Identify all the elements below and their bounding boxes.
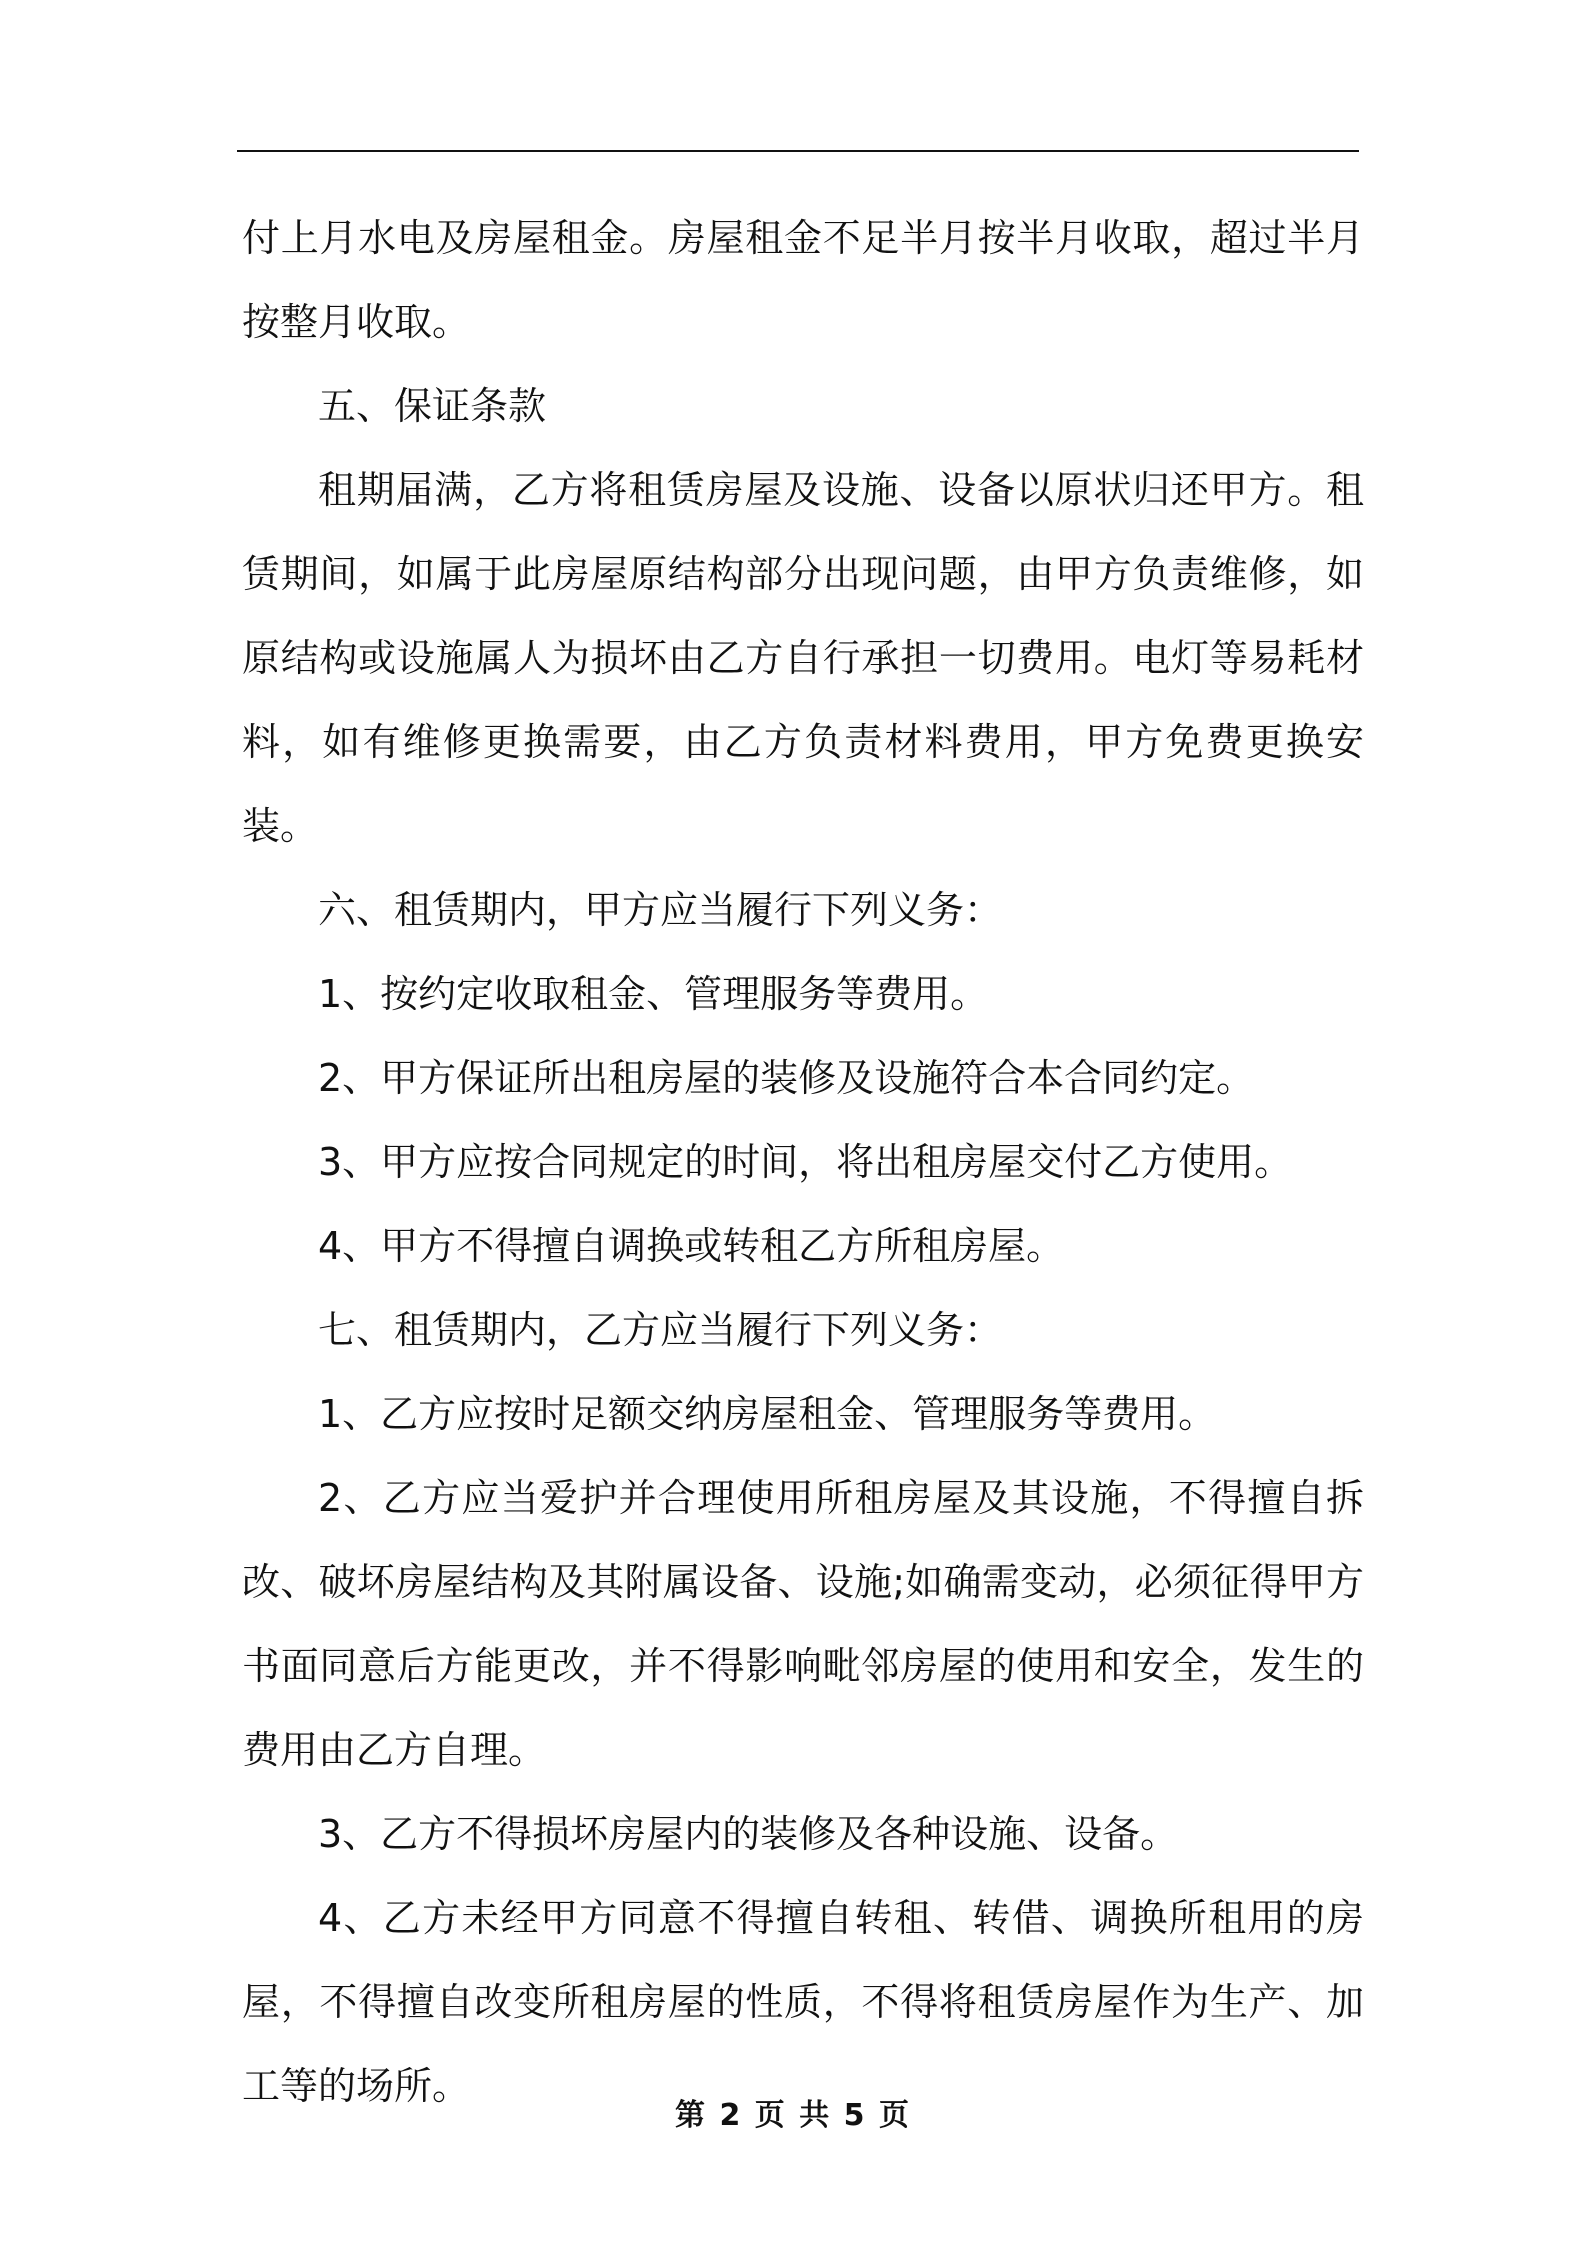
header-divider xyxy=(237,150,1359,152)
tenant-duty-item: 1、乙方应按时足额交纳房屋租金、管理服务等费用。 xyxy=(318,1392,1217,1436)
paragraph-continued-rent: 付上月水电及房屋租金。房屋租金不足半月按半月收取，超过半月按整月收取。 xyxy=(242,216,1364,344)
page-number-footer: 第 2 页 共 5 页 xyxy=(675,2098,911,2133)
landlord-duty-item: 3、甲方应按合同规定的时间，将出租房屋交付乙方使用。 xyxy=(318,1140,1293,1184)
landlord-duty-item: 2、甲方保证所出租房屋的装修及设施符合本合同约定。 xyxy=(318,1056,1255,1100)
tenant-duty-item: 2、乙方应当爱护并合理使用所租房屋及其设施，不得擅自拆改、破坏房屋结构及其附属设备、设施;如确需变动，必须征得甲方书面同意后方能更改，并不得影响毗邻房屋的使用和安全，发生的费用由乙方自理。 xyxy=(242,1476,1364,1772)
tenant-duty-item: 3、乙方不得损坏房屋内的装修及各种设施、设备。 xyxy=(318,1812,1179,1856)
tenant-duty-item: 4、乙方未经甲方同意不得擅自转租、转借、调换所租用的房屋，不得擅自改变所租房屋的性质，不得将租赁房屋作为生产、加工等的场所。 xyxy=(242,1896,1364,2108)
landlord-duty-item: 1、按约定收取租金、管理服务等费用。 xyxy=(318,972,989,1016)
document-body xyxy=(242,196,1364,2128)
section-heading-tenant-duties: 七、租赁期内，乙方应当履行下列义务： xyxy=(318,1308,1003,1352)
landlord-duty-item: 4、甲方不得擅自调换或转租乙方所租房屋。 xyxy=(318,1224,1065,1268)
section-heading-landlord-duties: 六、租赁期内，甲方应当履行下列义务： xyxy=(318,888,1003,932)
section-heading-guarantee: 五、保证条款 xyxy=(318,384,547,428)
paragraph-guarantee-terms: 租期届满，乙方将租赁房屋及设施、设备以原状归还甲方。租赁期间，如属于此房屋原结构部分出现问题，由甲方负责维修，如原结构或设施属人为损坏由乙方自行承担一切费用。电灯等易耗材料，如有维修更换需要，由乙方负责材料费用，甲方免费更换安装。 xyxy=(242,468,1364,848)
